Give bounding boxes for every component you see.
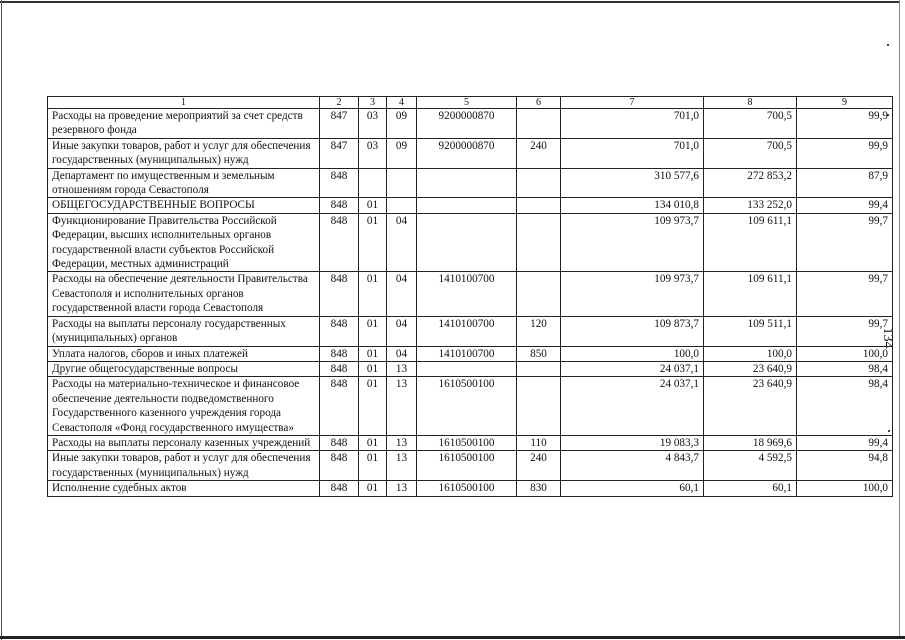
section-code: 01 xyxy=(359,361,387,376)
section-code: 03 xyxy=(359,109,387,139)
expense-type-code xyxy=(517,272,561,316)
execution-percent: 87,9 xyxy=(797,168,893,198)
subsection-code: 13 xyxy=(387,451,417,481)
ministry-code: 848 xyxy=(320,316,359,346)
expense-type-code xyxy=(517,377,561,436)
executed-amount: 4 592,5 xyxy=(704,451,797,481)
header-row xyxy=(48,97,893,109)
expense-item-name: Функционирование Правительства Российской Федерации, высших исполнительных органов государственной власти субъектов Российской Федерации, местных администраций xyxy=(48,213,320,272)
table-row xyxy=(48,168,893,198)
execution-percent: 99,7 xyxy=(797,316,893,346)
target-article-code: 9200000870 xyxy=(417,138,517,168)
scan-border-bottom xyxy=(0,636,905,639)
subsection-code: 13 xyxy=(387,361,417,376)
ministry-code: 848 xyxy=(320,377,359,436)
executed-amount: 272 853,2 xyxy=(704,168,797,198)
ministry-code: 848 xyxy=(320,361,359,376)
expense-type-code xyxy=(517,213,561,272)
planned-amount: 19 083,3 xyxy=(561,435,704,450)
column-header: 1 xyxy=(48,97,320,109)
target-article-code xyxy=(417,213,517,272)
expense-type-code: 240 xyxy=(517,138,561,168)
ministry-code: 847 xyxy=(320,138,359,168)
ministry-code: 848 xyxy=(320,272,359,316)
planned-amount: 109 973,7 xyxy=(561,213,704,272)
ministry-code: 848 xyxy=(320,213,359,272)
executed-amount: 23 640,9 xyxy=(704,361,797,376)
column-header: 2 xyxy=(320,97,359,109)
target-article-code: 1410100700 xyxy=(417,272,517,316)
execution-percent: 98,4 xyxy=(797,377,893,436)
executed-amount: 700,5 xyxy=(704,109,797,139)
target-article-code: 1610500100 xyxy=(417,451,517,481)
expense-type-code xyxy=(517,168,561,198)
planned-amount: 134 010,8 xyxy=(561,198,704,213)
scan-speck xyxy=(887,44,889,46)
planned-amount: 24 037,1 xyxy=(561,361,704,376)
target-article-code: 9200000870 xyxy=(417,109,517,139)
subsection-code: 04 xyxy=(387,316,417,346)
expense-type-code: 240 xyxy=(517,451,561,481)
planned-amount: 310 577,6 xyxy=(561,168,704,198)
expense-item-name: Расходы на проведение мероприятий за счет средств резервного фонда xyxy=(48,109,320,139)
table-row xyxy=(48,481,893,496)
table-row xyxy=(48,198,893,213)
column-header: 4 xyxy=(387,97,417,109)
expense-item-name: Другие общегосударственные вопросы xyxy=(48,361,320,376)
section-code: 01 xyxy=(359,377,387,436)
planned-amount: 100,0 xyxy=(561,346,704,361)
target-article-code xyxy=(417,361,517,376)
table-row xyxy=(48,213,893,272)
table-row xyxy=(48,377,893,436)
table-row xyxy=(48,109,893,139)
execution-percent: 100,0 xyxy=(797,481,893,496)
section-code: 01 xyxy=(359,451,387,481)
planned-amount: 109 973,7 xyxy=(561,272,704,316)
expense-type-code: 120 xyxy=(517,316,561,346)
target-article-code: 1610500100 xyxy=(417,377,517,436)
execution-percent: 99,9 xyxy=(797,109,893,139)
table-row xyxy=(48,361,893,376)
subsection-code: 09 xyxy=(387,109,417,139)
target-article-code: 1410100700 xyxy=(417,346,517,361)
section-code: 01 xyxy=(359,435,387,450)
ministry-code: 848 xyxy=(320,346,359,361)
executed-amount: 100,0 xyxy=(704,346,797,361)
execution-percent: 98,4 xyxy=(797,361,893,376)
section-code: 01 xyxy=(359,272,387,316)
target-article-code: 1410100700 xyxy=(417,316,517,346)
expense-item-name: Расходы на выплаты персоналу казенных учреждений xyxy=(48,435,320,450)
execution-percent: 99,9 xyxy=(797,138,893,168)
subsection-code xyxy=(387,168,417,198)
scan-border-top xyxy=(0,1,900,3)
ministry-code: 848 xyxy=(320,481,359,496)
target-article-code: 1610500100 xyxy=(417,481,517,496)
subsection-code: 04 xyxy=(387,213,417,272)
scan-border-right xyxy=(899,0,900,636)
table-row xyxy=(48,138,893,168)
executed-amount: 109 511,1 xyxy=(704,316,797,346)
expense-type-code: 850 xyxy=(517,346,561,361)
planned-amount: 4 843,7 xyxy=(561,451,704,481)
target-article-code: 1610500100 xyxy=(417,435,517,450)
target-article-code xyxy=(417,168,517,198)
expense-item-name: Расходы на выплаты персоналу государственных (муниципальных) органов xyxy=(48,316,320,346)
expense-item-name: ОБЩЕГОСУДАРСТВЕННЫЕ ВОПРОСЫ xyxy=(48,198,320,213)
expense-item-name: Департамент по имущественным и земельным отношениям города Севастополя xyxy=(48,168,320,198)
executed-amount: 23 640,9 xyxy=(704,377,797,436)
subsection-code: 04 xyxy=(387,272,417,316)
subsection-code xyxy=(387,198,417,213)
section-code: 01 xyxy=(359,346,387,361)
expense-type-code xyxy=(517,361,561,376)
execution-percent: 100,0 xyxy=(797,346,893,361)
expense-type-code xyxy=(517,198,561,213)
expense-type-code: 110 xyxy=(517,435,561,450)
budget-table xyxy=(47,96,893,497)
section-code: 01 xyxy=(359,198,387,213)
section-code: 01 xyxy=(359,481,387,496)
table-row xyxy=(48,451,893,481)
section-code: 01 xyxy=(359,213,387,272)
execution-percent: 99,4 xyxy=(797,198,893,213)
scan-border-left xyxy=(1,0,2,640)
expense-item-name: Расходы на обеспечение деятельности Правительства Севастополя и исполнительных органов государственной власти города Севастополя xyxy=(48,272,320,316)
subsection-code: 13 xyxy=(387,481,417,496)
executed-amount: 109 611,1 xyxy=(704,272,797,316)
subsection-code: 09 xyxy=(387,138,417,168)
ministry-code: 848 xyxy=(320,198,359,213)
execution-percent: 94,8 xyxy=(797,451,893,481)
table-row xyxy=(48,316,893,346)
expense-item-name: Исполнение судебных актов xyxy=(48,481,320,496)
expense-type-code xyxy=(517,109,561,139)
planned-amount: 60,1 xyxy=(561,481,704,496)
column-header: 9 xyxy=(797,97,893,109)
section-code: 01 xyxy=(359,316,387,346)
page-number: 134 xyxy=(880,327,895,349)
column-header: 5 xyxy=(417,97,517,109)
column-header: 8 xyxy=(704,97,797,109)
subsection-code: 13 xyxy=(387,435,417,450)
section-code xyxy=(359,168,387,198)
table-row xyxy=(48,272,893,316)
column-header: 7 xyxy=(561,97,704,109)
ministry-code: 848 xyxy=(320,435,359,450)
column-header: 3 xyxy=(359,97,387,109)
ministry-code: 848 xyxy=(320,451,359,481)
execution-percent: 99,7 xyxy=(797,272,893,316)
executed-amount: 109 611,1 xyxy=(704,213,797,272)
execution-percent: 99,7 xyxy=(797,213,893,272)
ministry-code: 848 xyxy=(320,168,359,198)
budget-table-body xyxy=(48,97,893,497)
executed-amount: 18 969,6 xyxy=(704,435,797,450)
execution-percent: 99,4 xyxy=(797,435,893,450)
planned-amount: 701,0 xyxy=(561,138,704,168)
expense-item-name: Расходы на материально-техническое и финансовое обеспечение деятельности подведомственного Государственного казенного учреждения города Севастополя «Фонд государственного имущества» xyxy=(48,377,320,436)
table-row xyxy=(48,346,893,361)
column-header: 6 xyxy=(517,97,561,109)
subsection-code: 13 xyxy=(387,377,417,436)
subsection-code: 04 xyxy=(387,346,417,361)
expense-item-name: Иные закупки товаров, работ и услуг для обеспечения государственных (муниципальных) нужд xyxy=(48,138,320,168)
ministry-code: 847 xyxy=(320,109,359,139)
section-code: 03 xyxy=(359,138,387,168)
target-article-code xyxy=(417,198,517,213)
expense-item-name: Иные закупки товаров, работ и услуг для обеспечения государственных (муниципальных) нужд xyxy=(48,451,320,481)
planned-amount: 24 037,1 xyxy=(561,377,704,436)
table-row xyxy=(48,435,893,450)
expense-item-name: Уплата налогов, сборов и иных платежей xyxy=(48,346,320,361)
executed-amount: 133 252,0 xyxy=(704,198,797,213)
executed-amount: 700,5 xyxy=(704,138,797,168)
planned-amount: 701,0 xyxy=(561,109,704,139)
planned-amount: 109 873,7 xyxy=(561,316,704,346)
expense-type-code: 830 xyxy=(517,481,561,496)
executed-amount: 60,1 xyxy=(704,481,797,496)
